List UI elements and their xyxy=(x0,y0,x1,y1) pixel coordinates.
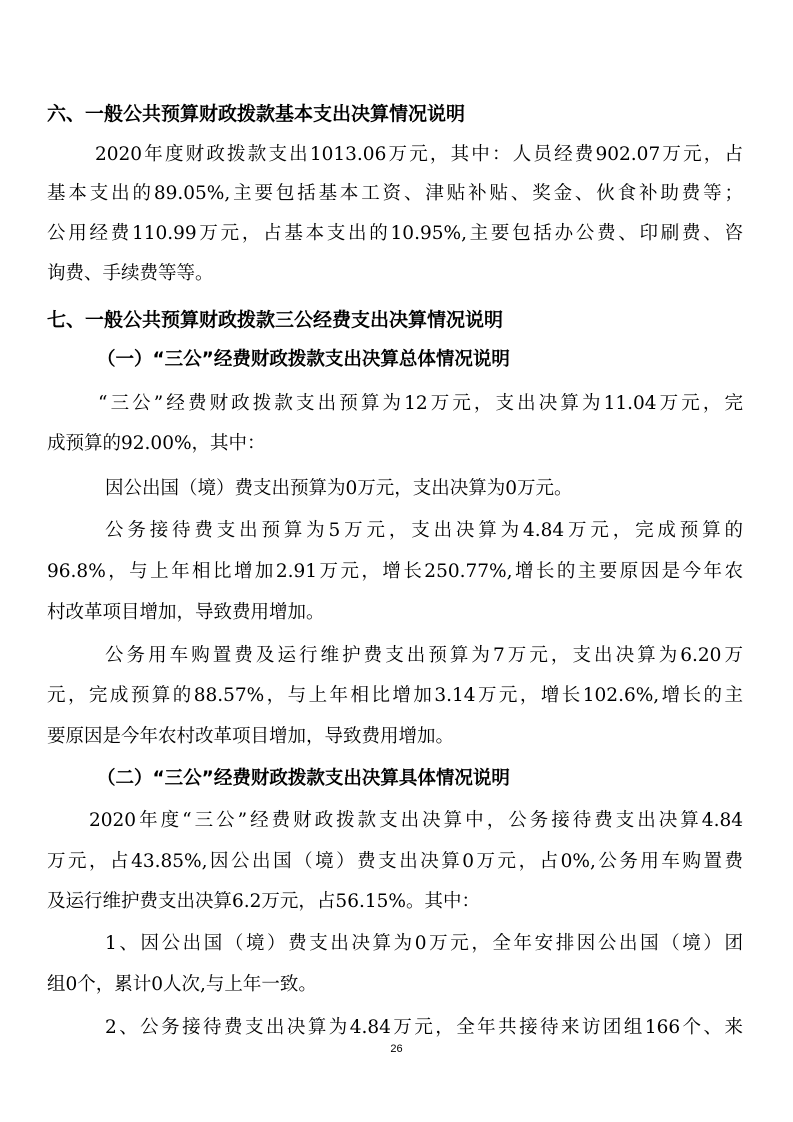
page-number: 26 xyxy=(390,1043,403,1055)
paragraph-line: 2020年度“三公”经费财政拨款支出决算中，公务接待费支出决算4.84 xyxy=(89,810,743,831)
paragraph-line: 2、公务接待费支出决算为4.84万元，全年共接待来访团组166个、来 xyxy=(105,1017,743,1038)
section-6-heading: 六、一般公共预算财政拨款基本支出决算情况说明 xyxy=(47,103,466,125)
paragraph-line: 元，完成预算的88.57%，与上年相比增加3.14万元，增长102.6%,增长的主 xyxy=(47,685,743,706)
paragraph-line: 要原因是今年农村改革项目增加，导致费用增加。 xyxy=(47,726,455,747)
paragraph-line: 基本支出的89.05%,主要包括基本工资、津贴补贴、奖金、伙食补助费等； xyxy=(47,183,743,204)
paragraph-line: “三公”经费财政拨款支出预算为12万元，支出决算为11.04万元，完 xyxy=(98,393,743,414)
paragraph-line: 万元，占43.85%,因公出国（境）费支出决算0万元，占0%,公务用车购置费 xyxy=(47,851,743,872)
paragraph-line: 询费、手续费等等。 xyxy=(47,263,214,284)
paragraph-line: 因公出国（境）费支出预算为0万元，支出决算为0万元。 xyxy=(105,478,573,499)
paragraph-line: 成预算的92.00%，其中： xyxy=(47,433,266,454)
paragraph-line: 2020年度财政拨款支出1013.06万元，其中：人员经费902.07万元，占 xyxy=(95,144,743,165)
section-7-heading: 七、一般公共预算财政拨款三公经费支出决算情况说明 xyxy=(47,309,504,331)
paragraph-line: 村改革项目增加，导致费用增加。 xyxy=(47,602,325,623)
subsection-2-heading: （二）“三公”经费财政拨款支出决算具体情况说明 xyxy=(97,768,510,789)
paragraph-line: 及运行维护费支出决算6.2万元，占56.15%。其中： xyxy=(47,891,480,912)
paragraph-line: 96.8%，与上年相比增加2.91万元，增长250.77%,增长的主要原因是今年农 xyxy=(47,561,743,582)
paragraph-line: 公务接待费支出预算为5万元，支出决算为4.84万元，完成预算的 xyxy=(105,520,743,541)
paragraph-line: 公务用车购置费及运行维护费支出预算为7万元，支出决算为6.20万 xyxy=(105,645,743,666)
subsection-1-heading: （一）“三公”经费财政拨款支出决算总体情况说明 xyxy=(97,349,510,370)
paragraph-line: 1、因公出国（境）费支出决算为0万元，全年安排因公出国（境）团 xyxy=(105,933,743,954)
paragraph-line: 组0个，累计0人次,与上年一致。 xyxy=(47,974,317,995)
paragraph-line: 公用经费110.99万元，占基本支出的10.95%,主要包括办公费、印刷费、咨 xyxy=(47,223,743,244)
